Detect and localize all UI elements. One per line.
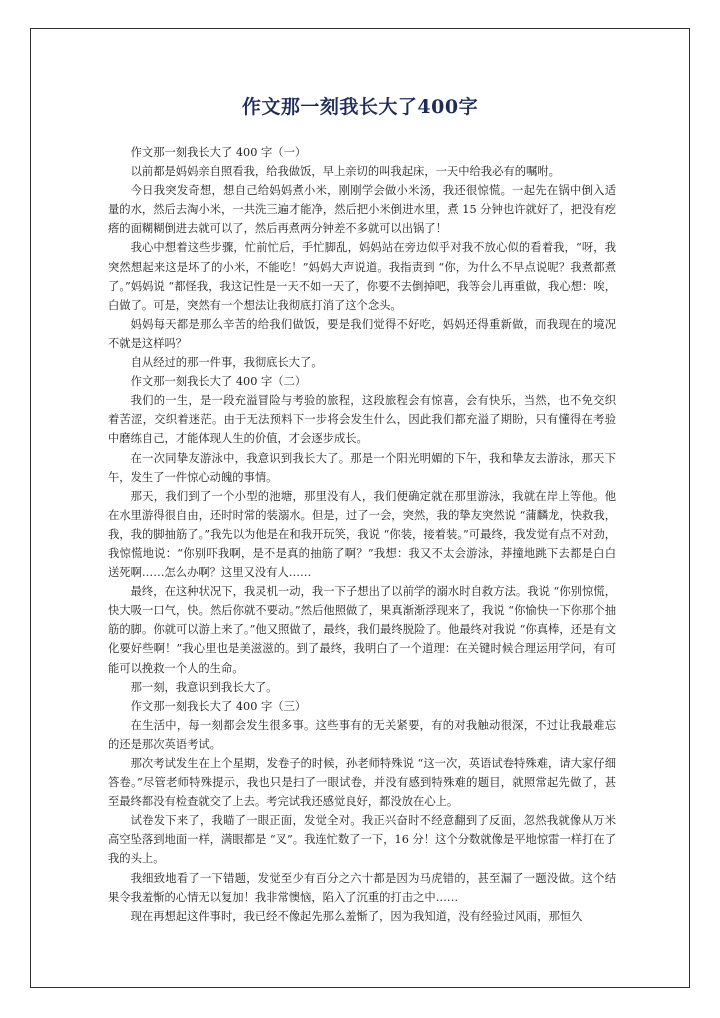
paragraph: 作文那一刻我长大了 400 字（三） bbox=[130, 699, 307, 713]
paragraph: 最终，在这种状况下，我灵机一动，我一下子想出了以前学的溺水时自救方法。我说 “你别惊慌，快大吸一口气，快。然后你就不要动。”然后他照做了，果真渐渐浮现来了，我说 “你愉快一下你那个抽筋的脚。你就可以游上来了。”他又照做了，最终，我们最终脱险了。他最终对我说 “你真棒，还是有文化要好些啊！”我心里也是美滋滋的。到了最终，我明白了一个道理：在关键时候合理运用学问，有可能可以挽救一个人的生命。 bbox=[108, 585, 616, 675]
paragraph: 以前都是妈妈亲自照看我，给我做饭，早上亲切的叫我起床，一天中给我必有的嘱咐。 bbox=[130, 165, 560, 179]
paragraph: 在一次同挚友游泳中，我意识到我长大了。那是一个阳光明媚的下午，我和挚友去游泳，那天下午，发生了一件惊心动魄的事情。 bbox=[108, 451, 616, 484]
paragraph: 妈妈每天都是那么辛苦的给我们做饭，要是我们觉得不好吃，妈妈还得重新做，而我现在的境况不就是这样吗？ bbox=[108, 317, 616, 350]
paragraph: 作文那一刻我长大了 400 字（一） bbox=[130, 146, 307, 159]
paragraph: 在生活中，每一刻都会发生很多事。这些事有的无关紧要，有的对我触动很深，不过让我最难忘的还是那次英语考试。 bbox=[108, 718, 616, 751]
paragraph: 试卷发下来了，我瞄了一眼正面，发觉全对。我正兴奋时不经意翻到了反面，忽然我就像从万米高空坠落到地面一样，满眼都是 “叉”。我连忙数了一下，16 分！这个分数就像是平地惊雷一样打在了我的头上。 bbox=[108, 814, 616, 866]
paragraph: 我细致地看了一下错题，发觉至少有百分之六十都是因为马虎错的，甚至漏了一题没做。这个结果令我羞惭的心情无以复加！我非常懊恼，陷入了沉重的打击之中…… bbox=[108, 871, 616, 904]
document-body bbox=[108, 143, 616, 926]
paragraph: 那天，我们到了一个小型的池塘，那里没有人，我们便确定就在那里游泳，我就在岸上等他。他在水里游得很自由，还时时常的装溺水。但是，过了一会，突然，我的挚友突然说 “蒲麟龙，快救我，我，我的脚抽筋了。”我先以为他是在和我开玩笑，我说 “你装，接着装。”可最终，我发觉有点不对劲，我惊慌地说：“你别吓我啊，是不是真的抽筋了啊？”我想：我又不太会游泳，莽撞地跳下去都是白白送死啊……怎么办啊？这里又没有人…… bbox=[108, 489, 616, 580]
paragraph: 我心中想着这些步骤，忙前忙后，手忙脚乱，妈妈站在旁边似乎对我不放心似的看着我，“呀，我突然想起来这是坏了的小米，不能吃！”妈妈大声说道。我指责到 “你，为什么不早点说呢？我煮都煮了。”妈妈说 “都怪我，我这记性是一天不如一天了，你要不去倒掉吧，我等会儿再重做，我心想：唉，白做了。可是，突然有一个想法让我彻底打消了这个念头。 bbox=[108, 241, 616, 312]
paragraph: 那次考试发生在上个星期，发卷子的时候，孙老师特殊说 “这一次，英语试卷特殊难，请大家仔细答卷。”尽管老师特殊提示，我也只是扫了一眼试卷，并没有感到特殊难的题目，就照常起先做了，甚至最终都没有检查就交了上去。考完试我还感觉良好，都没放在心上。 bbox=[108, 757, 616, 809]
document-title: 作文那一刻我长大了400字 bbox=[241, 96, 479, 118]
paragraph: 那一刻，我意识到我长大了。 bbox=[130, 680, 278, 694]
paragraph: 今日我突发奇想，想自己给妈妈煮小米，刚刚学会做小米汤，我还很惊慌。一起先在锅中倒入适量的水，然后去淘小米，一共洗三遍才能净，然后把小米倒进水里，煮 15 分钟也许就好了，把没有疙瘩的面糊糊倒进去就可以了，然后再煮两分钟差不多就可以出锅了！ bbox=[108, 184, 616, 236]
paragraph: 作文那一刻我长大了 400 字（二） bbox=[130, 375, 307, 389]
paragraph: 我们的一生，是一段充溢冒险与考验的旅程，这段旅程会有惊喜，会有快乐，当然，也不免交织着苦涩，交织着迷茫。由于无法预料下一步将会发生什么，因此我们都充溢了期盼，只有懂得在考验中磨练自己，才能体现人生的价值，才会逐步成长。 bbox=[108, 394, 616, 446]
paragraph: 自从经过的那一件事，我彻底长大了。 bbox=[130, 356, 323, 370]
paragraph: 现在再想起这件事时，我已经不像起先那么羞惭了，因为我知道，没有经验过风雨，那恒久 bbox=[130, 909, 583, 923]
